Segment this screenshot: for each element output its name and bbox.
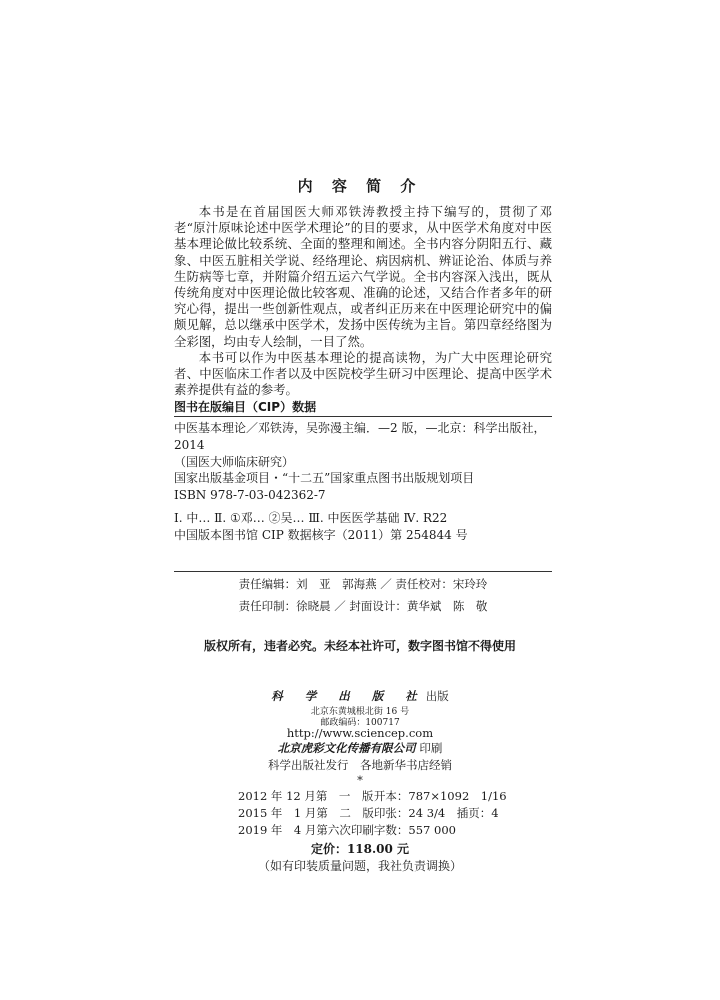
cip-line-4: 国家出版基金项目・“十二五”国家重点图书出版规划项目 xyxy=(174,471,475,486)
printer xyxy=(0,740,720,756)
edition-cell: 2015 年 1 月第 二 版 xyxy=(238,806,374,820)
cip-bottom-rule xyxy=(174,571,552,572)
publisher-address: 北京东黄城根北街 16 号 xyxy=(310,707,410,717)
printer-suffix: 印刷 xyxy=(419,741,443,755)
edition-cell: 2012 年 12 月第 一 版 xyxy=(238,789,374,803)
cip-heading: 图书在版编目（CIP）数据 xyxy=(174,400,317,414)
summary-paragraph-2: 本书可以作为中医基本理论的提高读物，为广大中医理论研究者、中医临床工作者以及中医院校学生研习中医理论、提高中医学术素养提供有益的参考。 xyxy=(174,349,552,398)
publisher-suffix: 出版 xyxy=(425,689,449,703)
separator-star: * xyxy=(357,773,363,787)
cip-line-2: 2014 xyxy=(174,437,205,452)
cip-line-6: Ⅰ. 中… Ⅱ. ①邓… ②吴… Ⅲ. 中医医学基础 Ⅳ. R22 xyxy=(174,510,448,525)
credits-line-2: 责任印制：徐晓晨 ／ 封面设计：黄华斌 陈 敬 xyxy=(238,599,488,613)
spec-cell: 开本：787×1092 1/16 xyxy=(373,789,507,803)
summary-text xyxy=(174,204,552,398)
publisher-url: http://www.sciencep.com xyxy=(286,726,434,740)
cip-top-rule xyxy=(174,416,552,417)
distribution: 科学出版社发行 各地新华书店经销 xyxy=(268,758,452,772)
edition-cell: 2019 年 4 月第六次印刷 xyxy=(238,823,374,837)
publisher-name xyxy=(0,688,720,704)
printer-name: 北京虎彩文化传播有限公司 xyxy=(277,741,416,755)
cip-line-5: ISBN 978-7-03-042362-7 xyxy=(174,488,326,503)
publisher-postcode: 邮政编码：100717 xyxy=(320,718,400,728)
exchange-note: （如有印装质量问题，我社负责调换） xyxy=(257,859,462,873)
copyright-notice: 版权所有，违者必究。未经本社许可，数字图书馆不得使用 xyxy=(203,639,516,653)
page-title: 内 容 简 介 xyxy=(297,177,423,195)
spec-cell: 字数：557 000 xyxy=(373,823,456,837)
price: 定价：118.00 元 xyxy=(310,842,410,856)
print-info-row xyxy=(238,788,507,805)
cip-line-1: 中医基本理论／邓铁涛，吴弥漫主编．—2 版，—北京：科学出版社， xyxy=(174,421,546,435)
cip-line-3: （国医大师临床研究） xyxy=(174,454,295,469)
print-info-table xyxy=(238,788,507,839)
credits xyxy=(174,573,552,617)
print-info-row xyxy=(238,805,507,822)
cip-line-7: 中国版本图书馆 CIP 数据核字（2011）第 254844 号 xyxy=(174,527,468,542)
publisher-name-text: 科 学 出 版 社 xyxy=(271,689,426,703)
spec-cell: 印张：24 3/4 插页：4 xyxy=(373,806,499,820)
cip-block xyxy=(174,420,552,544)
print-info-row xyxy=(238,822,507,839)
summary-paragraph-1: 本书是在首届国医大师邓铁涛教授主持下编写的，贯彻了邓老“原汁原味论述中医学术理论”的目的要求，从中医学术角度对中医基本理论做比较系统、全面的整理和阐述。全书内容分阴阳五行、藏象、中医五脏相关学说、经络理论、病因病机、辨证论治、体质与养生防病等七章，并附篇介绍五运六气学说。全书内容深入浅出，既从传统角度对中医理论做比较客观、准确的论述，又结合作者多年的研究心得，提出一些创新性观点，或者纠正历来在中医理论研究中的偏颇见解，总以继承中医学术，发扬中医传统为主旨。第四章经络图为全彩图，均由专人绘制，一目了然。 xyxy=(174,204,552,349)
credits-line-1: 责任编辑：刘 亚 郭海燕 ／ 责任校对：宋玲玲 xyxy=(238,577,488,591)
